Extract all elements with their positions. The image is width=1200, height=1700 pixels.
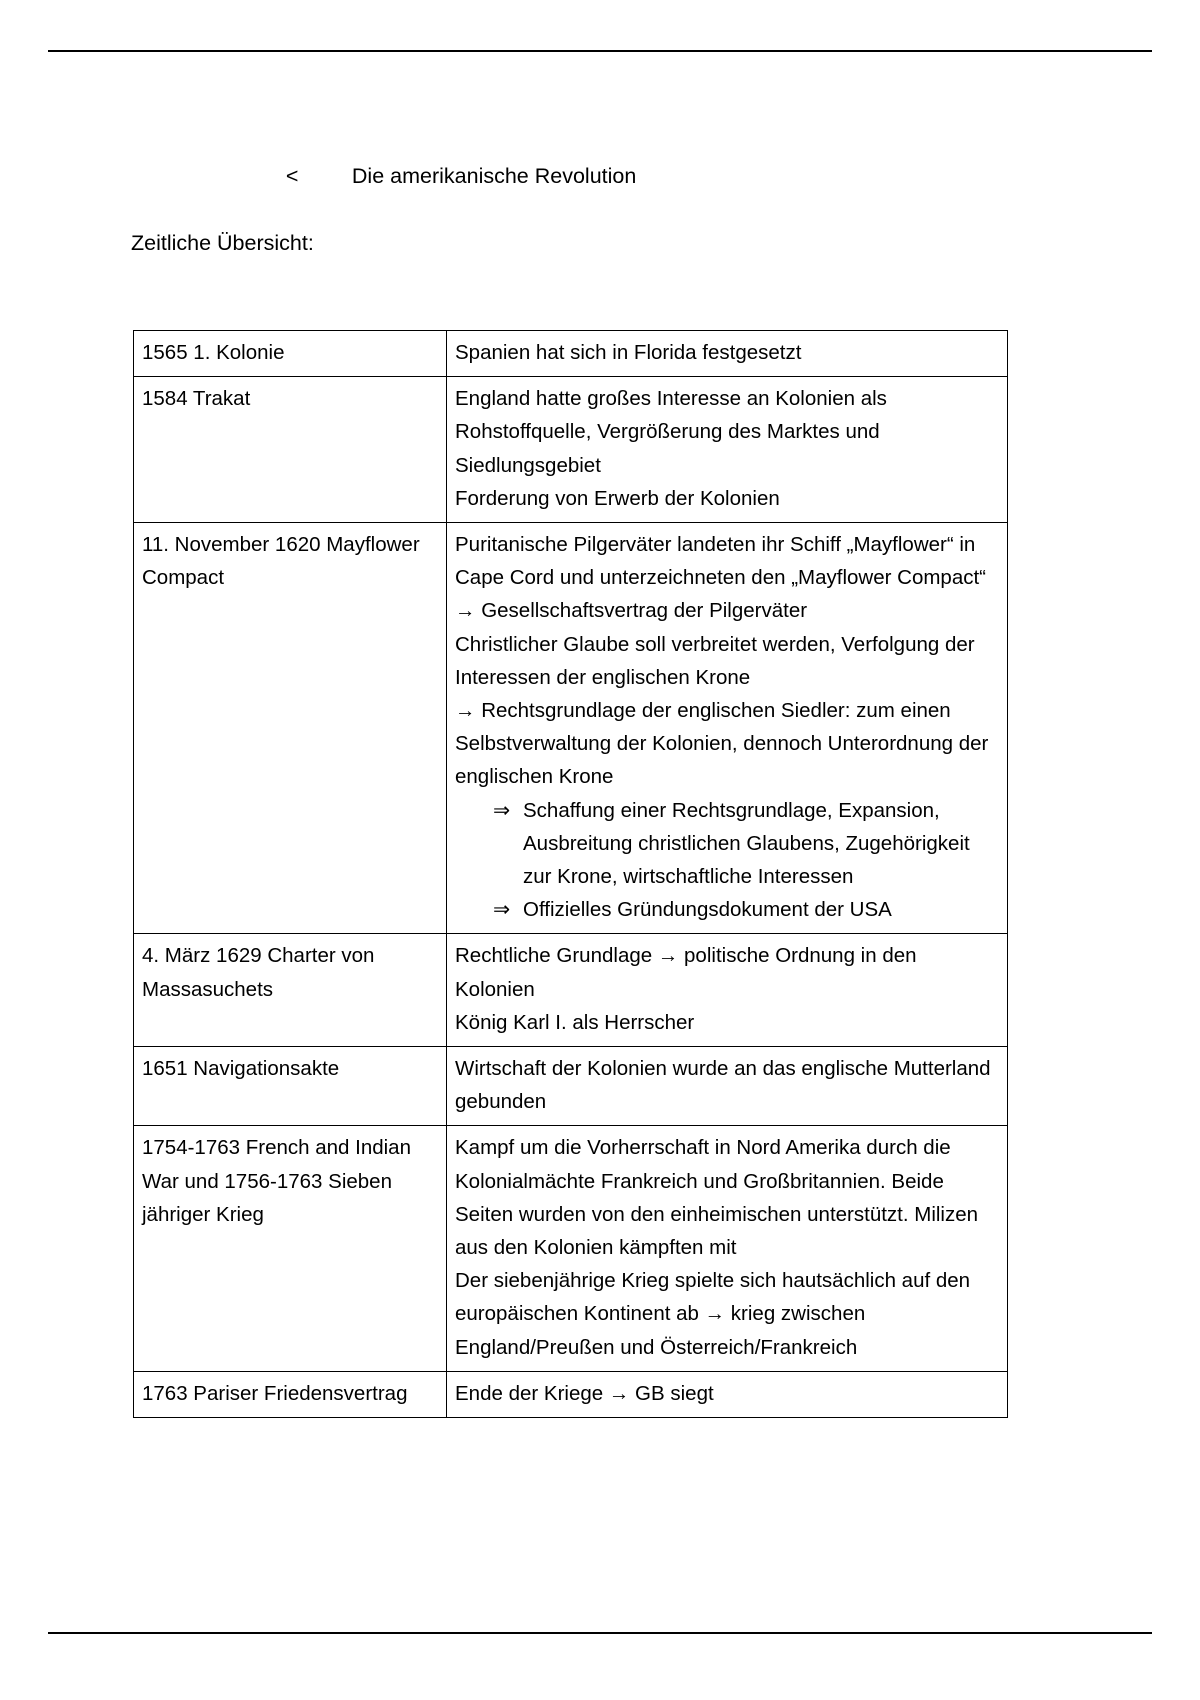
row-desc-line: Puritanische Pilgerväter landeten ihr Schiff „Mayflower“ in Cape Cord und unterzeichneten den „Mayflower Compact“ → Gesellschaftsvertrag der Pilgerväter [455,533,992,623]
double-arrow-icon: ⇒ [493,898,511,922]
row-date: 1651 Navigationsakte [142,1057,340,1081]
row-desc-cell [447,523,1008,934]
row-desc-cell [447,934,1008,1047]
row-date: 1565 1. Kolonie [142,341,285,364]
row-desc-line: Spanien hat sich in Florida festgesetzt [455,341,802,364]
table-row [134,523,1008,934]
row-date-cell [134,1126,447,1371]
list-item-label: Schaffung einer Rechtsgrundlage, Expansion, Ausbreitung christlichen Glaubens, Zugehörigkeit zur Krone, wirtschaftliche Interessen [523,798,970,889]
footer-divider [48,1632,1152,1634]
header-divider [48,50,1152,52]
row-date-cell [134,1047,447,1126]
table-row [134,1371,1008,1417]
row-desc-line: Kampf um die Vorherrschaft in Nord Amerika durch die Kolonialmächte Frankreich und Großbritannien. Beide Seiten wurden von den einheimischen unterstützt. Milizen aus den Kolonien kämpften mit [455,1136,984,1260]
heading-marker: < [285,164,299,189]
row-desc-cell [447,1371,1008,1417]
row-desc-line: König Karl I. als Herrscher [455,1010,695,1034]
row-sub-list [455,794,1000,927]
row-desc-line: Der siebenjährige Krieg spielte sich hautsächlich auf den europäischen Kontinent ab → krieg zwischen England/Preußen und Österreich/Frankreich [455,1269,976,1359]
list-item [455,893,1000,926]
table-row [134,377,1008,523]
table-row [134,934,1008,1047]
row-date-cell [134,1371,447,1417]
row-date-cell [134,934,447,1047]
row-date: 4. März 1629 Charter von Massasuchets [142,944,381,1001]
row-date-cell [134,331,447,377]
table-row [134,1126,1008,1371]
row-desc-line: Ende der Kriege → GB siegt [455,1381,714,1405]
row-desc-line: → Rechtsgrundlage der englischen Siedler: zum einen Selbstverwaltung der Kolonien, dennoch Unterordnung der englischen Krone [455,699,995,789]
row-date-cell [134,377,447,523]
row-desc-line: Rechtliche Grundlage → politische Ordnung in den Kolonien [455,944,923,1001]
row-desc-line: England hatte großes Interesse an Kolonien als Rohstoffquelle, Vergrößerung des Marktes und Siedlungsgebiet [455,387,893,477]
row-desc-cell [447,331,1008,377]
row-date: 1584 Trakat [142,387,251,411]
row-date: 1763 Pariser Friedensvertrag [142,1381,408,1405]
row-desc-line: Forderung von Erwerb der Kolonien [455,486,780,510]
row-date: 11. November 1620 Mayflower Compact [142,533,426,590]
page-title: Die amerikanische Revolution [351,164,637,189]
table-row [134,1047,1008,1126]
row-desc-line: Wirtschaft der Kolonien wurde an das englische Mutterland gebunden [455,1057,997,1114]
row-desc-line: Christlicher Glaube soll verbreitet werden, Verfolgung der Interessen der englischen Krone [455,632,981,689]
timeline-table [133,330,1008,1418]
row-date-cell [134,523,447,934]
list-item-label: Offizielles Gründungsdokument der USA [523,898,892,922]
list-item [455,794,1000,894]
row-desc-cell [447,1126,1008,1371]
page-heading [262,133,636,220]
row-desc-cell [447,377,1008,523]
row-desc-cell [447,1047,1008,1126]
subheading: Zeitliche Übersicht: [131,231,314,255]
row-date: 1754-1763 French and Indian War und 1756-1763 Sieben jähriger Krieg [142,1136,417,1226]
table-row [134,331,1008,377]
double-arrow-icon: ⇒ [493,798,511,822]
